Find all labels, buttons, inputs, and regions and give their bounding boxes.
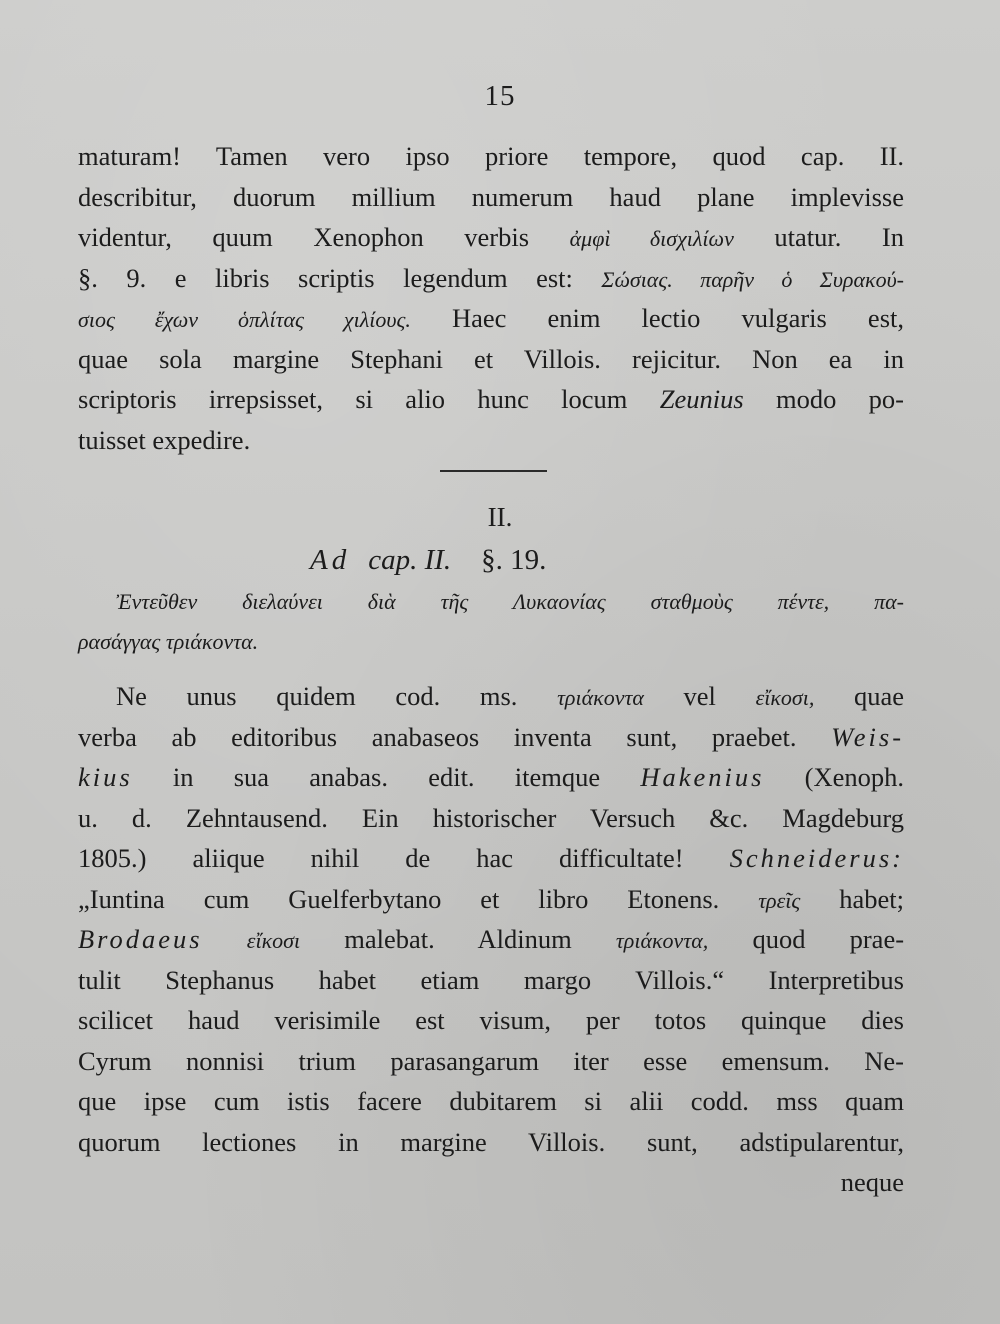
text-segment: scriptoris irrepsisset, si alio hunc locum: [78, 384, 628, 414]
greek-phrase: ἀμφὶ δισχιλίων: [569, 226, 734, 251]
text-line: [78, 919, 904, 960]
author-name: Weis-: [831, 721, 905, 752]
commentary-paragraph: [78, 676, 904, 1203]
text-segment: 1805.) aliique nihil de hac difficultate!: [78, 843, 684, 873]
text-line: quorum lectiones in margine Villois. sunt, adstipularentur,: [78, 1126, 904, 1157]
text-line: [78, 676, 904, 717]
section-heading: [310, 544, 690, 577]
text-line: tulit Stephanus habet etiam margo Villois.“ Interpretibus: [78, 964, 904, 995]
greek-phrase: Σώσιας. παρῆν ὁ Συρακού-: [601, 266, 905, 292]
quote-line: ρασάγγας τριάκοντα.: [78, 629, 259, 654]
text-segment: (Xenoph.: [804, 762, 905, 792]
greek-word: τρεῖς: [758, 887, 801, 913]
text-line: que ipse cum istis facere dubitarem si alii codd. mss quam: [78, 1086, 904, 1116]
text-segment: „Iuntina cum Guelferbytano et libro Etonens.: [78, 883, 720, 914]
text-segment: quae: [854, 681, 905, 711]
author-name: Schneiderus:: [729, 843, 905, 873]
section-number: II.: [487, 502, 513, 532]
text-line: quae sola margine Stephani et Villois. rejicitur. Non ea in: [78, 343, 904, 374]
text-segment: in sua anabas. edit. itemque: [172, 762, 601, 792]
text-segment: videntur, quum Xenophon verbis: [78, 222, 530, 252]
text-line: tuisset expedire.: [78, 424, 251, 455]
heading-paragraph: §. 19.: [481, 544, 547, 576]
author-name: kius: [78, 762, 133, 792]
catchword: neque: [840, 1167, 904, 1197]
text-segment: habet;: [839, 883, 905, 914]
text-line: [78, 838, 904, 879]
text-segment: Ne unus quidem cod. ms.: [116, 681, 518, 711]
greek-word: εἴκοσι: [246, 928, 301, 953]
greek-word: εἴκοσι,: [755, 685, 815, 710]
section-divider: [440, 470, 547, 472]
text-segment: vel: [683, 681, 716, 711]
text-segment: Haec enim lectio vulgaris est,: [451, 303, 904, 333]
author-name: Brodaeus: [78, 924, 203, 954]
text-line: [78, 717, 904, 758]
author-name: Zeunius: [659, 384, 744, 414]
text-segment: quod prae-: [752, 924, 905, 954]
text-line: maturam! Tamen vero ipso priore tempore, quod cap. II.: [78, 141, 904, 171]
paragraph-continuation: [78, 136, 904, 460]
text-segment: malebat. Aldinum: [344, 924, 572, 954]
text-segment: §. 9. e libris scriptis legendum est:: [78, 262, 573, 293]
heading-cap: cap. II.: [368, 544, 452, 576]
heading-ad: Ad: [310, 544, 351, 576]
greek-word: τριάκοντα,: [615, 928, 709, 953]
greek-word: τριάκοντα: [557, 685, 644, 710]
text-line: Cyrum nonnisi trium parasangarum iter esse emensum. Ne-: [78, 1045, 904, 1076]
greek-phrase: σιος ἔχων ὁπλίτας χιλίους.: [78, 307, 411, 332]
text-line: [78, 258, 904, 299]
text-line: describitur, duorum millium numerum haud plane implevisse: [78, 181, 904, 212]
page-number: 15: [484, 80, 516, 112]
greek-quotation: [78, 582, 904, 662]
quote-line: Ἐντεῦθεν διελαύνει διὰ τῆς Λυκαονίας σταθμοὺς πέντε, πα-: [116, 589, 904, 614]
text-line: [78, 379, 904, 420]
text-line: scilicet haud verisimile est visum, per totos quinque dies: [78, 1005, 904, 1035]
text-segment: verba ab editoribus anabaseos inventa sunt, praebet.: [78, 721, 797, 752]
text-line: [78, 879, 904, 920]
text-line: [78, 217, 904, 258]
text-line: [78, 298, 904, 339]
text-line: u. d. Zehntausend. Ein historischer Versuch &c. Magdeburg: [78, 802, 904, 833]
text-segment: utatur. In: [774, 222, 905, 252]
text-line: [78, 757, 904, 798]
author-name: Hakenius: [640, 762, 765, 792]
text-segment: modo po-: [776, 384, 904, 414]
